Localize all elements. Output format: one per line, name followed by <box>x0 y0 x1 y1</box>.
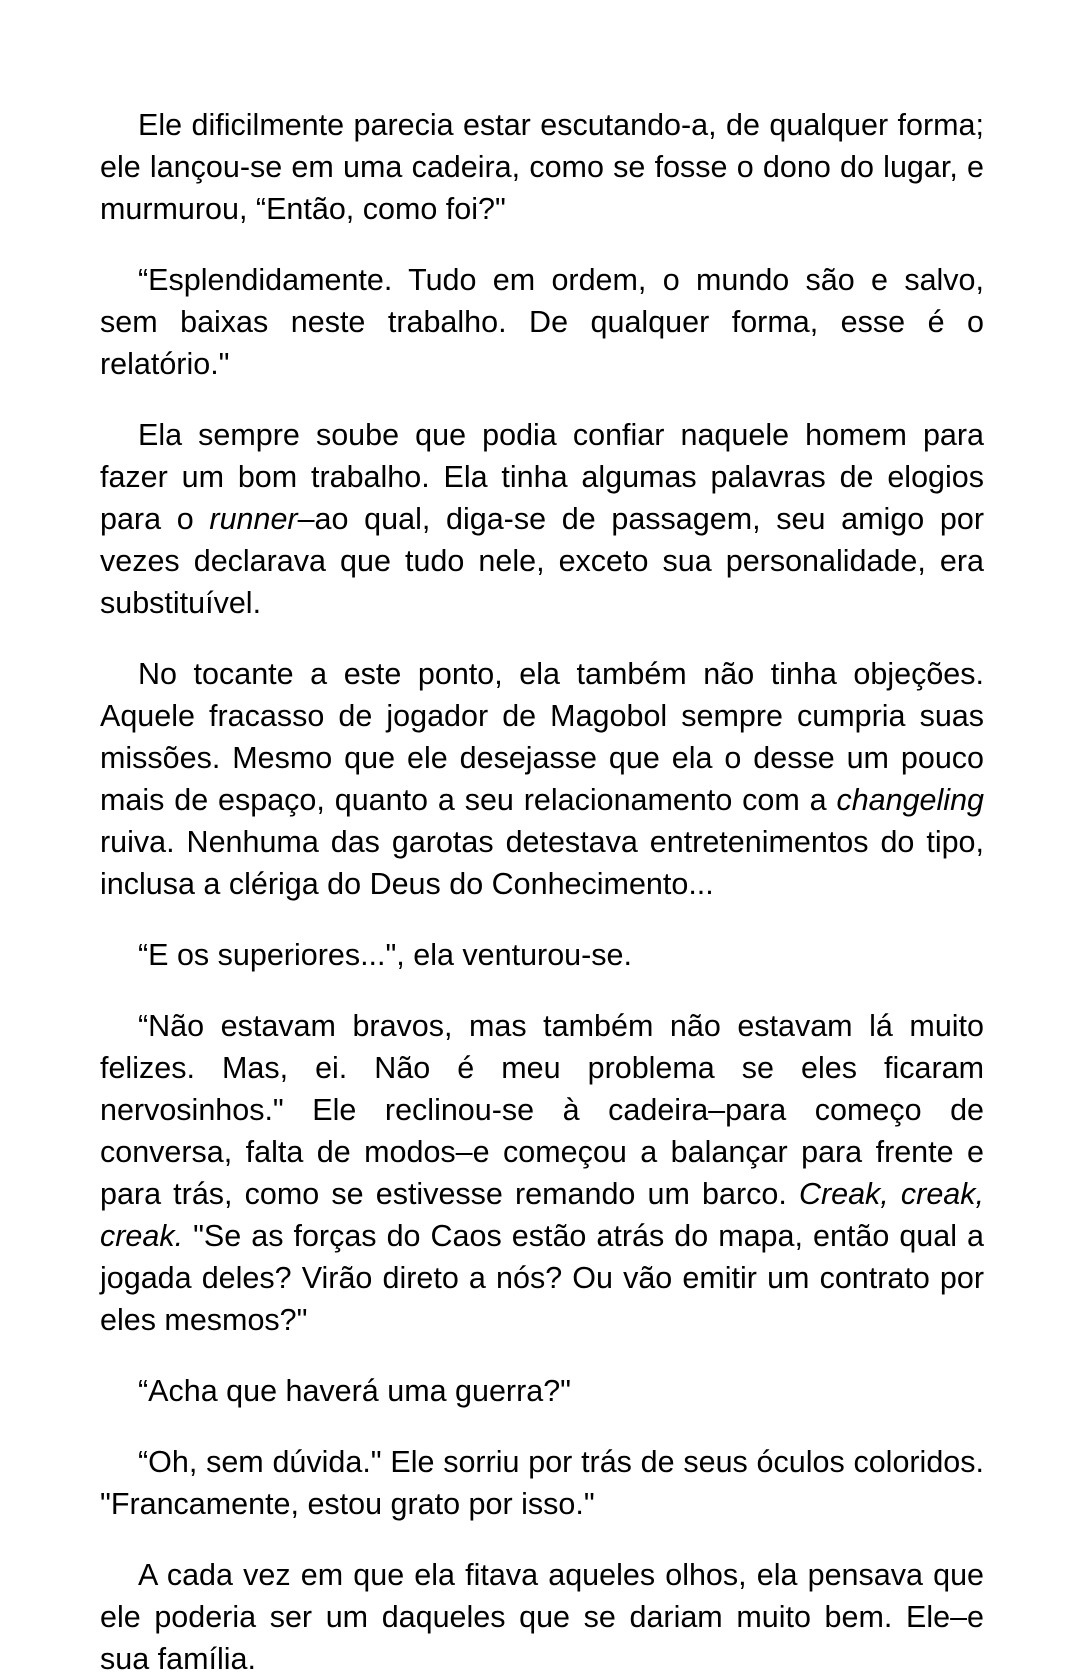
paragraph <box>100 1441 984 1525</box>
paragraph <box>100 653 984 905</box>
body-text: “Esplendidamente. Tudo em ordem, o mundo são e salvo, sem baixas neste trabalho. De qualquer forma, esse é o relatório." <box>100 263 984 381</box>
paragraph <box>100 104 984 230</box>
paragraph <box>100 1005 984 1341</box>
emphasis-text: runner <box>209 502 298 536</box>
paragraph <box>100 259 984 385</box>
body-text: “E os superiores...", ela venturou-se. <box>138 938 632 972</box>
paragraph <box>100 414 984 624</box>
body-text: No tocante a este ponto, ela também não tinha objeções. Aquele fracasso de jogador de Magobol sempre cumpria suas missões. Mesmo que ele desejasse que ela o desse um pouco mais de espaço, quanto a seu relacionamento com a <box>100 657 984 817</box>
emphasis-text: Creak, creak, creak. <box>100 1177 984 1253</box>
body-text: Ela sempre soube que podia confiar naquele homem para fazer um bom trabalho. Ela tinha algumas palavras de elogios para o <box>100 418 984 536</box>
document-text-body <box>100 104 984 1680</box>
paragraph <box>100 1370 984 1412</box>
paragraph <box>100 934 984 976</box>
body-text: –ao qual, diga-se de passagem, seu amigo por vezes declarava que tudo nele, exceto sua personalidade, era substituível. <box>100 502 984 620</box>
body-text: “Acha que haverá uma guerra?" <box>138 1374 572 1408</box>
emphasis-text: changeling <box>836 783 984 817</box>
body-text: “Não estavam bravos, mas também não estavam lá muito felizes. Mas, ei. Não é meu problema se eles ficaram nervosinhos." Ele reclinou-se à cadeira–para começo de conversa, falta de modos–e começou a balançar para frente e para trás, como se estivesse remando um barco. <box>100 1009 984 1211</box>
body-text: Ele dificilmente parecia estar escutando-a, de qualquer forma; ele lançou-se em uma cadeira, como se fosse o dono do lugar, e murmurou, “Então, como foi?" <box>100 108 984 226</box>
body-text: "Se as forças do Caos estão atrás do mapa, então qual a jogada deles? Virão direto a nós? Ou vão emitir um contrato por eles mesmos?" <box>100 1219 984 1337</box>
body-text: A cada vez em que ela fitava aqueles olhos, ela pensava que ele poderia ser um daqueles que se dariam muito bem. Ele–e sua família. <box>100 1558 984 1676</box>
body-text: ruiva. Nenhuma das garotas detestava entretenimentos do tipo, inclusa a clériga do Deus do Conhecimento... <box>100 825 984 901</box>
body-text: “Oh, sem dúvida." Ele sorriu por trás de seus óculos coloridos. "Francamente, estou grato por isso." <box>100 1445 984 1521</box>
paragraph <box>100 1554 984 1680</box>
